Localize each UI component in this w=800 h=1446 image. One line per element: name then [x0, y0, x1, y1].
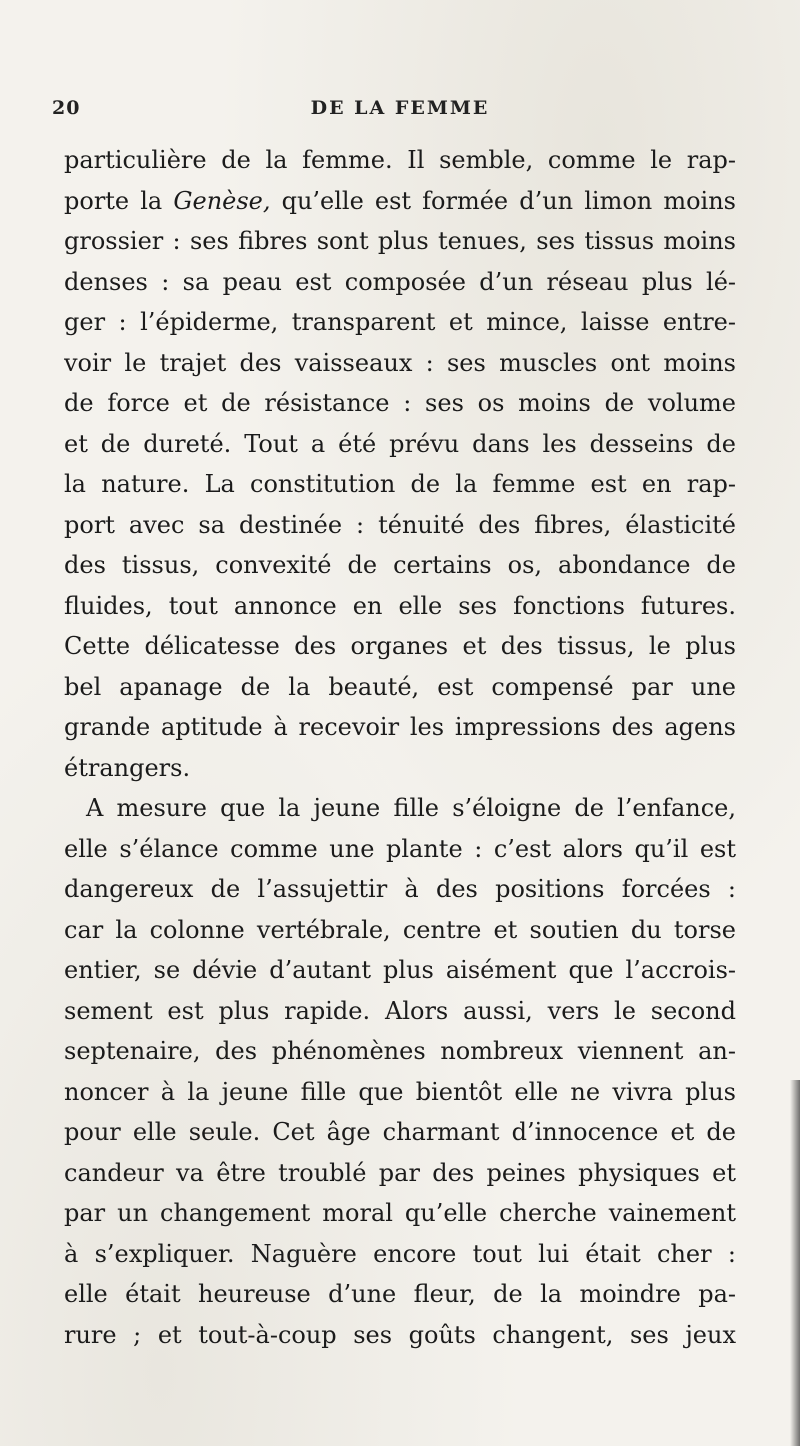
text-line-paragraph-end: étrangers. — [64, 753, 191, 782]
text-segment: porte la — [64, 186, 174, 215]
text-line: grande aptitude à recevoir les impressions des agens — [64, 713, 736, 741]
text-line: car la colonne vertébrale, centre et soutien du torse — [64, 915, 736, 944]
text-line: rure ; et tout-à-coup ses goûts changent, ses jeux — [64, 1320, 736, 1349]
text-line: et de dureté. Tout a été prévu dans les desseins de — [64, 429, 736, 458]
text-line: la nature. La constitution de la femme est en rap- — [64, 470, 736, 498]
text-line: sement est plus rapide. Alors aussi, vers le second — [64, 996, 736, 1025]
text-line: bel apanage de la beauté, est compensé par une — [64, 672, 736, 701]
text-line: septenaire, des phénomènes nombreux viennent an- — [64, 1037, 736, 1065]
text-line: particulière de la femme. Il semble, comme le rap- — [64, 146, 736, 174]
text-line: fluides, tout annonce en elle ses fonctions futures. — [64, 591, 736, 620]
text-line: elle s’élance comme une plante : c’est alors qu’il est — [64, 834, 736, 863]
text-line: pour elle seule. Cet âge charmant d’innocence et de — [64, 1118, 736, 1146]
running-title: DE LA FEMME — [310, 97, 490, 119]
body-text — [64, 140, 736, 1355]
text-line: candeur va être troublé par des peines physiques et — [64, 1158, 736, 1187]
text-line-genese — [64, 181, 736, 222]
text-line: des tissus, convexité de certains os, abondance de — [64, 551, 736, 579]
text-line: elle était heureuse d’une fleur, de la moindre pa- — [64, 1280, 736, 1308]
text-line: Cette délicatesse des organes et des tissus, le plus — [64, 632, 736, 660]
text-line: de force et de résistance : ses os moins de volume — [64, 389, 736, 417]
text-line: grossier : ses fibres sont plus tenues, ses tissus moins — [64, 227, 736, 255]
text-line: dangereux de l’assujettir à des positions forcées : — [64, 875, 736, 903]
page-number: 20 — [52, 97, 81, 119]
italic-title-genese: Genèse, — [173, 186, 271, 215]
text-line: entier, se dévie d’autant plus aisément que l’accrois- — [64, 956, 736, 984]
text-line: ger : l’épiderme, transparent et mince, laisse entre- — [64, 308, 736, 336]
text-line: voir le trajet des vaisseaux : ses muscles ont moins — [64, 348, 736, 377]
text-line: port avec sa destinée : ténuité des fibres, élasticité — [64, 510, 736, 539]
text-line: par un changement moral qu’elle cherche vainement — [64, 1199, 736, 1227]
page-edge-shadow — [790, 1080, 800, 1446]
text-line: à s’expliquer. Naguère encore tout lui était cher : — [64, 1239, 736, 1268]
page-header — [0, 97, 800, 127]
text-line: noncer à la jeune fille que bientôt elle ne vivra plus — [64, 1077, 736, 1106]
text-line-paragraph-start: A mesure que la jeune fille s’éloigne de l’enfance, — [86, 794, 736, 822]
text-line: denses : sa peau est composée d’un réseau plus lé- — [64, 267, 736, 296]
text-segment: qu’elle est formée d’un limon moins — [270, 186, 736, 215]
